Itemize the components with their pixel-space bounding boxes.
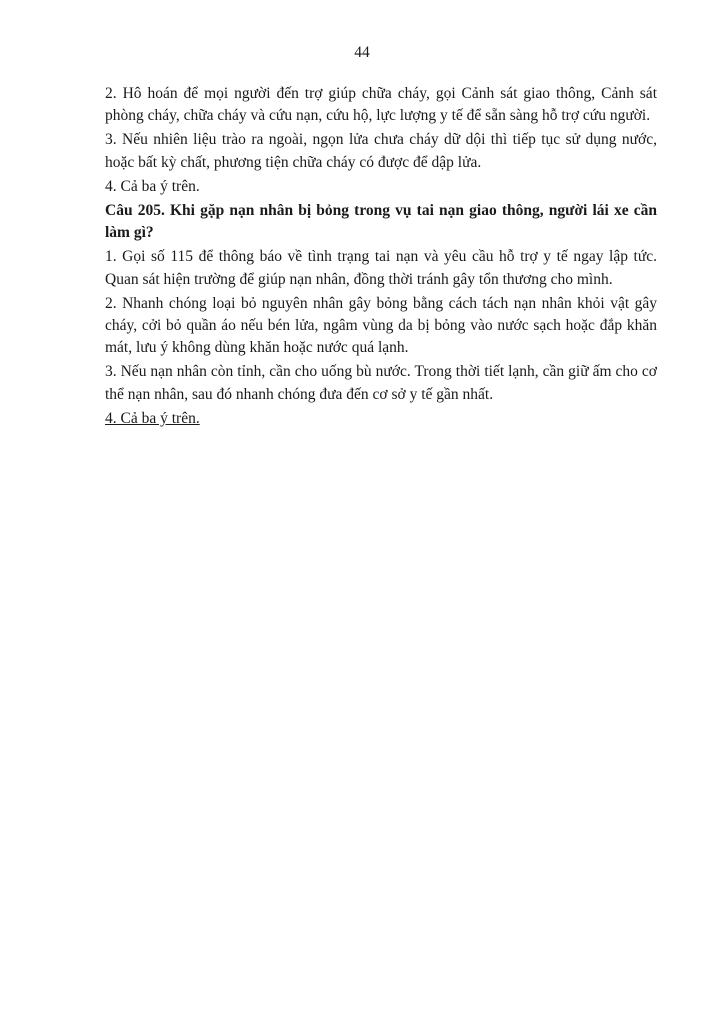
prev-option-2: 2. Hô hoán để mọi người đến trợ giúp chữa cháy, gọi Cảnh sát giao thông, Cảnh sát phòng cháy, chữa cháy và cứu nạn, cứu hộ, lực lượng y tế để sẵn sàng hỗ trợ cứu người. [105, 85, 657, 125]
page-number: 44 [354, 44, 370, 61]
prev-option-3: 3. Nếu nhiên liệu trào ra ngoài, ngọn lửa chưa cháy dữ dội thì tiếp tục sử dụng nước, hoặc bất kỳ chất, phương tiện chữa cháy có được để dập lửa. [105, 131, 657, 171]
option-2: 2. Nhanh chóng loại bỏ nguyên nhân gây bỏng bằng cách tách nạn nhân khỏi vật gây cháy, cởi bỏ quần áo nếu bén lửa, ngâm vùng da bị bỏng vào nước sạch hoặc đắp khăn mát, lưu ý không dùng khăn hoặc nước quá lạnh. [105, 294, 657, 357]
option-1: 1. Gọi số 115 để thông báo về tình trạng tai nạn và yêu cầu hỗ trợ y tế ngay lập tức. Quan sát hiện trường để giúp nạn nhân, đồng thời tránh gây tổn thương cho mình. [105, 248, 657, 288]
question-205-title: Câu 205. Khi gặp nạn nhân bị bỏng trong vụ tai nạn giao thông, người lái xe cần làm gì? [105, 201, 657, 242]
page-content [105, 83, 657, 432]
option-4-answer [105, 408, 657, 430]
correct-answer: 4. Cả ba ý trên. [105, 409, 200, 427]
prev-option-4: 4. Cả ba ý trên. [105, 177, 200, 195]
option-3: 3. Nếu nạn nhân còn tỉnh, cần cho uống bù nước. Trong thời tiết lạnh, cần giữ ấm cho cơ thể nạn nhân, sau đó nhanh chóng đưa đến cơ sở y tế gần nhất. [105, 363, 657, 403]
